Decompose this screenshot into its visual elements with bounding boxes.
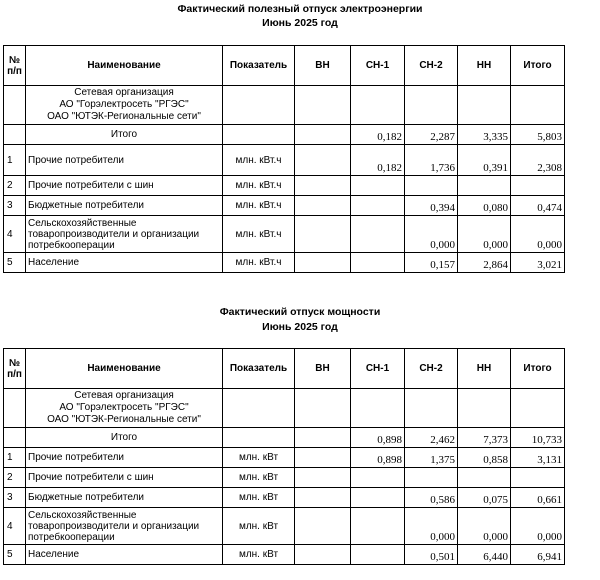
org-row: [4, 389, 565, 428]
org-name: Сетевая организация АО "Горэлектросеть "РГЭС" ОАО "ЮТЭК-Региональные сети": [26, 389, 223, 428]
col-sn2-header: СН-2: [405, 349, 458, 389]
col-sn1-header: СН-1: [351, 349, 405, 389]
energy-table: [3, 45, 565, 273]
table-row: 4 Сельскохозяйственные товаропроизводители и организации потребкооперации млн. кВт 0,000 0,000 0,000: [4, 508, 565, 545]
col-indicator-header: Показатель: [223, 46, 295, 86]
table-row: 5 Население млн. кВт.ч 0,157 2,864 3,021: [4, 253, 565, 273]
table-row: 2 Прочие потребители с шин млн. кВт: [4, 468, 565, 488]
section1-subtitle: Июнь 2025 год: [262, 17, 338, 29]
col-sn1-header: СН-1: [351, 46, 405, 86]
section2-title: Фактический отпуск мощности: [219, 306, 381, 318]
table-row-total: Итого 0,182 2,287 3,335 5,803: [4, 125, 565, 145]
col-nn-header: НН: [458, 46, 511, 86]
table-row: 1 Прочие потребители млн. кВт 0,898 1,375 0,858 3,131: [4, 448, 565, 468]
col-sn2-header: СН-2: [405, 46, 458, 86]
table-header-row: [4, 46, 565, 86]
table-row: 4 Сельскохозяйственные товаропроизводители и организации потребкооперации млн. кВт.ч 0,000 0,000 0,000: [4, 216, 565, 253]
org-name: Сетевая организация АО "Горэлектросеть "РГЭС" ОАО "ЮТЭК-Региональные сети": [26, 86, 223, 125]
table-header-row: [4, 349, 565, 389]
col-vn-header: ВН: [295, 349, 351, 389]
col-vn-header: ВН: [295, 46, 351, 86]
section1-title: Фактический полезный отпуск электроэнергии: [177, 3, 423, 15]
power-table: [3, 348, 565, 565]
col-name-header: Наименование: [26, 349, 223, 389]
table-row: 2 Прочие потребители с шин млн. кВт.ч: [4, 176, 565, 196]
table-row: 3 Бюджетные потребители млн. кВт.ч 0,394 0,080 0,474: [4, 196, 565, 216]
table-row: 5 Население млн. кВт 0,501 6,440 6,941: [4, 545, 565, 565]
org-row: [4, 86, 565, 125]
col-name-header: Наименование: [26, 46, 223, 86]
table-row: 3 Бюджетные потребители млн. кВт 0,586 0,075 0,661: [4, 488, 565, 508]
col-total-header: Итого: [511, 349, 565, 389]
table-row-total: Итого 0,898 2,462 7,373 10,733: [4, 428, 565, 448]
col-num-header: № п/п: [4, 349, 26, 389]
col-indicator-header: Показатель: [223, 349, 295, 389]
col-nn-header: НН: [458, 349, 511, 389]
table-row: 1 Прочие потребители млн. кВт.ч 0,182 1,736 0,391 2,308: [4, 145, 565, 176]
col-total-header: Итого: [511, 46, 565, 86]
col-num-header: № п/п: [4, 46, 26, 86]
section2-subtitle: Июнь 2025 год: [262, 321, 338, 333]
